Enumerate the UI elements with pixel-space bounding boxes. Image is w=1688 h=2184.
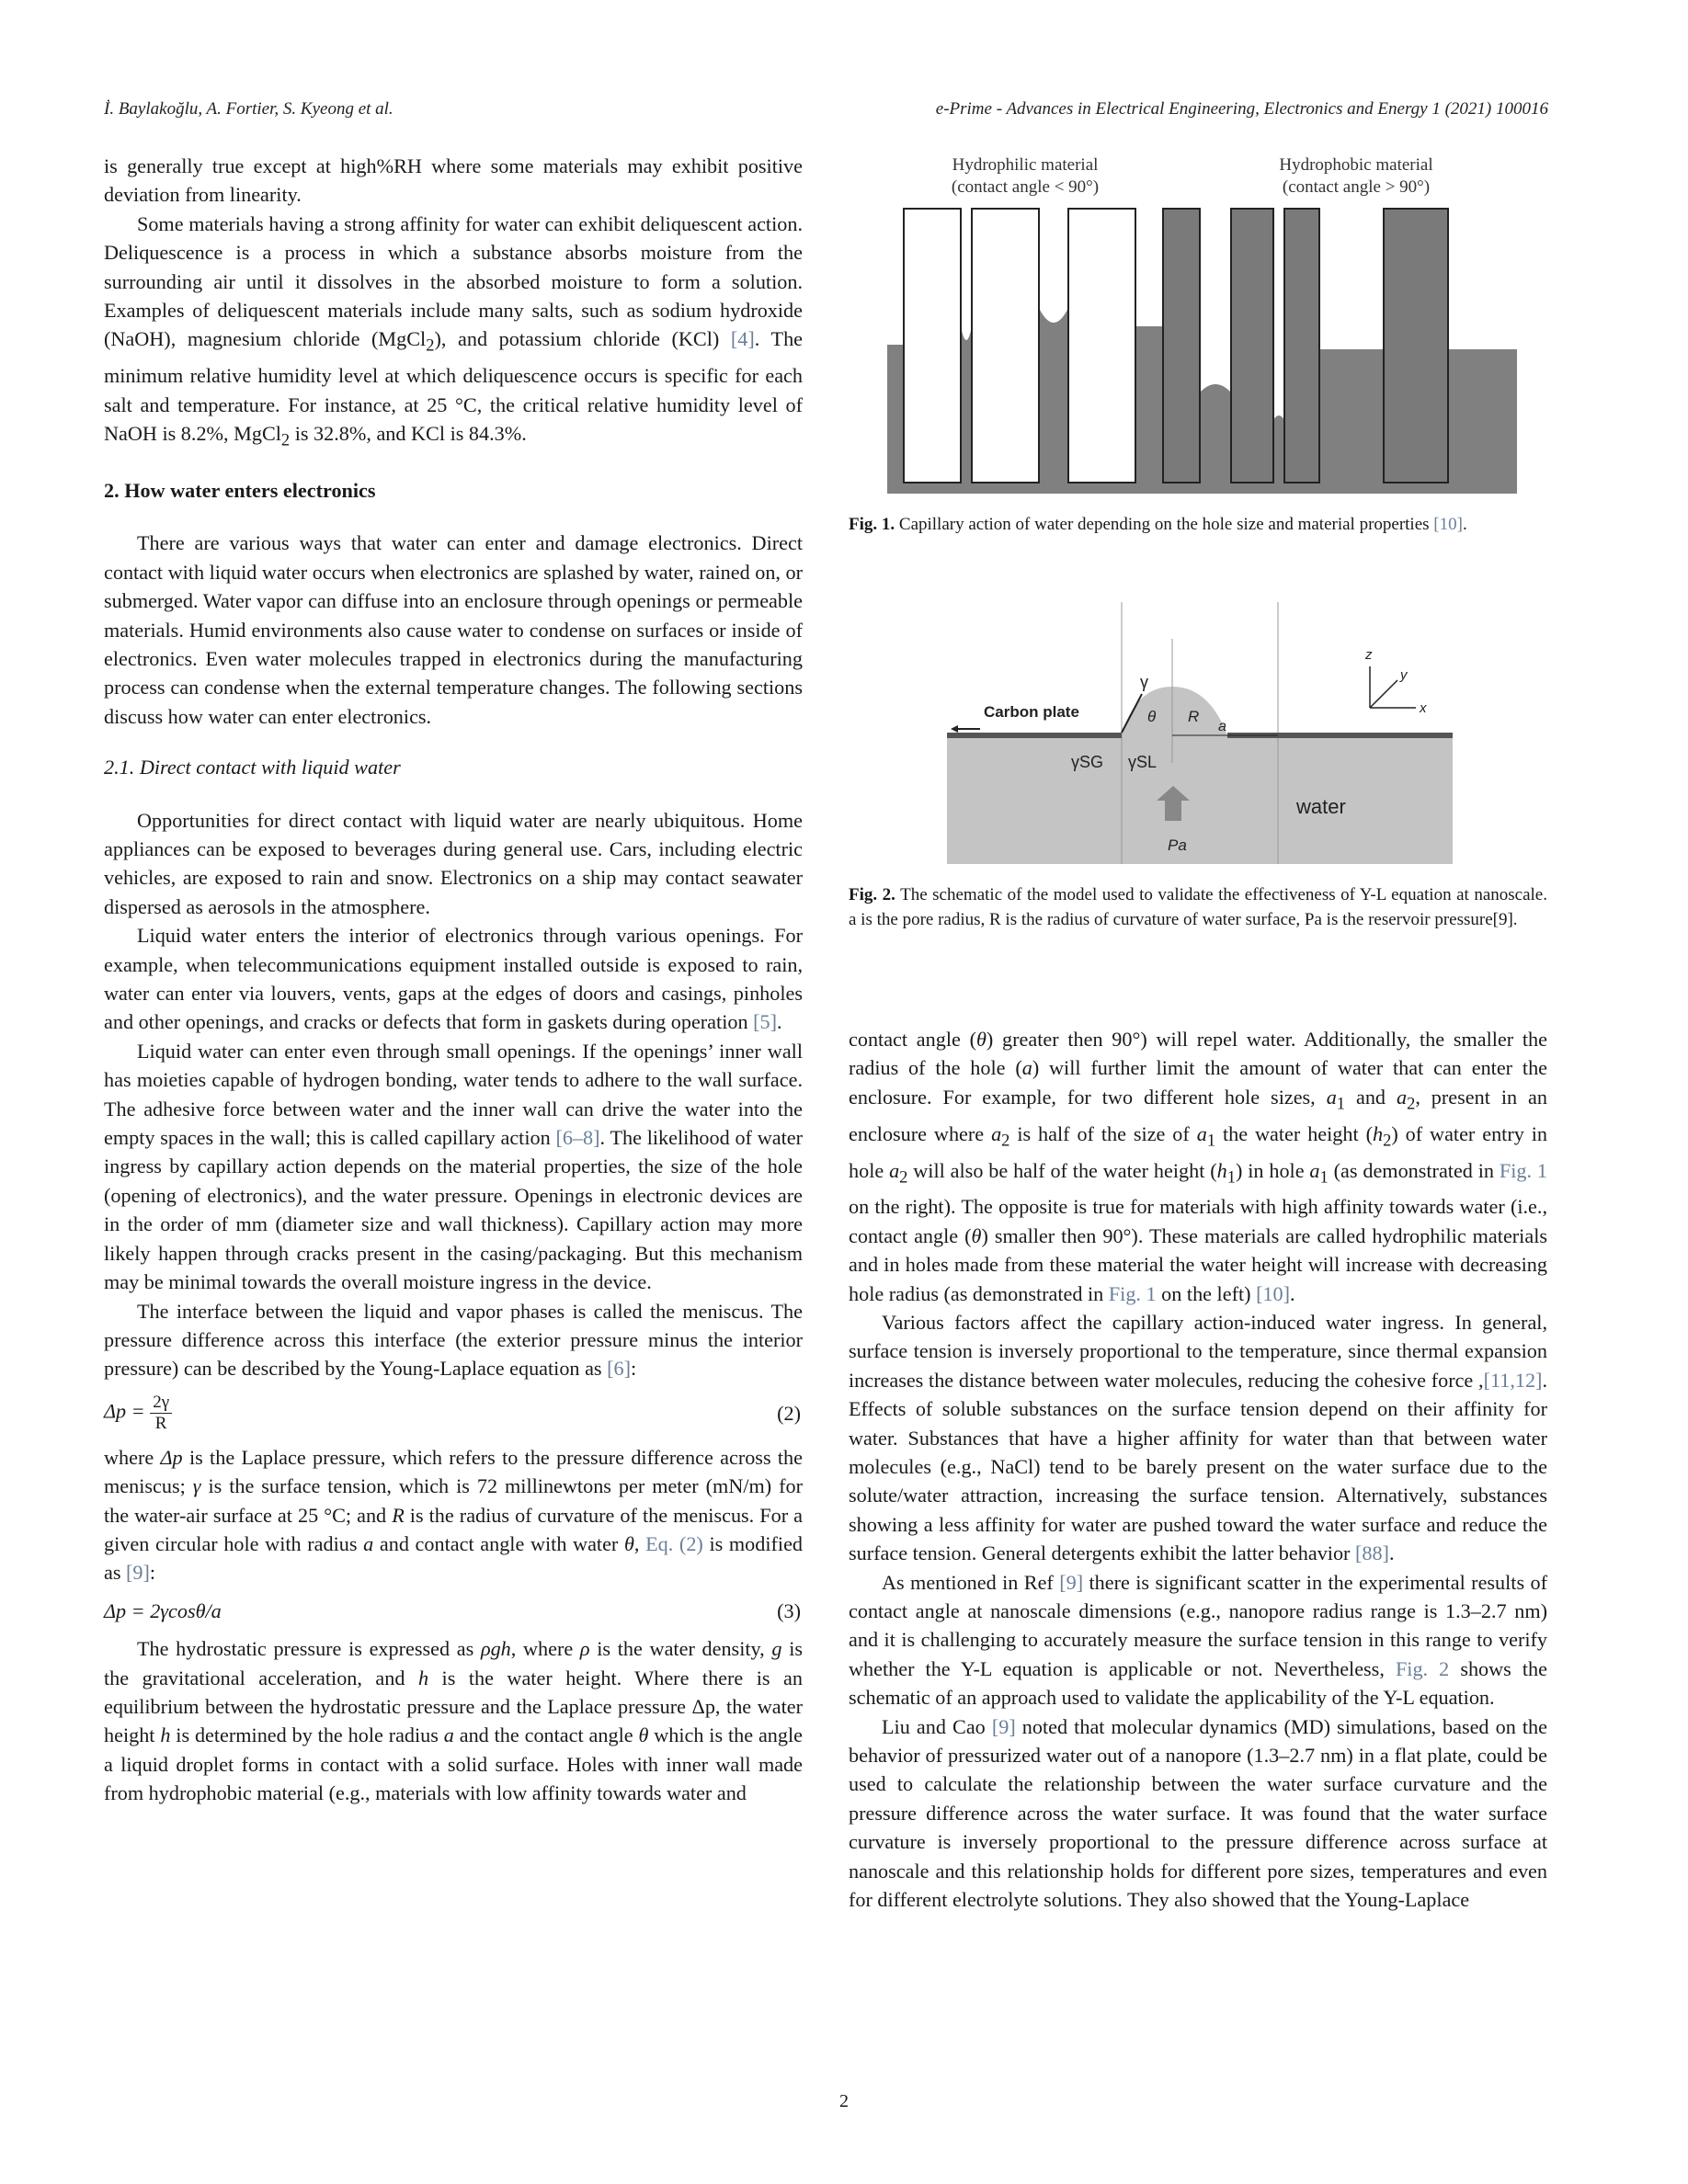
paragraph-factors: Various factors affect the capillary action-induced water ingress. In general, surface tension is inversely proportional to the temperature, since thermal expansion increases the distance between water molecules, reducing the cohesive force ,[11,12]. Effects of soluble substances on the surface tension depend on their affinity for water. Substances that have a higher affinity for water than that between water molecules (e.g., NaCl) tend to be barely present on the water surface due to the solute/water attraction, increasing the surface tension. Alternatively, substances showing a less affinity for water are pushed toward the water surface and reduce the surface tension. General detergents exhibit the latter behavior [88]. (849, 1310, 1547, 1565)
water-droplet (1122, 687, 1227, 735)
label-pa: Pa (1168, 836, 1187, 854)
citation-link[interactable]: [9] (991, 1714, 1016, 1738)
label-carbon-plate: Carbon plate (984, 703, 1079, 721)
paragraph-hydrostatic: The hydrostatic pressure is expressed as ρgh, where ρ is the water density, g is the gravitational acceleration, and h is the water height. Where there is an equilibrium between the hydrostatic pressure and the Laplace pressure Δp, the water height h is determined by the hole radius a and the contact angle θ which is the angle a liquid droplet forms in contact with a solid surface. Holes with inner wall made from hydrophobic material (e.g., materials with low affinity towards water and (104, 1637, 804, 1805)
right-column (849, 1025, 1547, 1915)
paragraph-water-entry: There are various ways that water can enter and damage electronics. Direct contact with liquid water occurs when electronics are splashed by water, rained on, or submerged. Water vapor can diffuse into an enclosure through openings or permeable materials. Humid environments also cause water to condense on surfaces or inside of electronics. Even water molecules trapped in electronics during the manufacturing process can condense when the external temperature changes. The following sections discuss how water can enter electronics. (104, 531, 803, 728)
label-hydrophilic: Hydrophilic material (952, 155, 1099, 175)
citation-link[interactable]: [11,12] (1483, 1368, 1543, 1392)
running-header-journal: e-Prime - Advances in Electrical Engineering, Electronics and Energy 1 (2021) 100016 (935, 99, 1548, 119)
paragraph-laplace: where Δp is the Laplace pressure, which refers to the pressure difference across the meniscus; γ is the surface tension, which is 72 millinewtons per meter (mN/m) for the water-air surface at 25 °C; and R is the radius of curvature of the meniscus. For a given circular hole with radius a and contact angle with water θ, Eq. (2) is modified as [9]: (104, 1445, 804, 1585)
hydrophilic-pillar (904, 209, 961, 483)
label-hydrophilic-angle: (contact angle < 90°) (951, 177, 1100, 197)
paragraph-openings: Liquid water enters the interior of electronics through various openings. For example, when telecommunications equipment installed outside is exposed to rain, water can enter via louvers, vents, gaps at the edges of doors and casings, pinholes and other openings, and cracks or defects that form in gaskets during operation [5]. (104, 924, 803, 1034)
citation-link[interactable]: [6] (607, 1357, 631, 1381)
citation-link[interactable]: [9] (126, 1561, 150, 1585)
citation-link[interactable]: [9] (1059, 1570, 1084, 1594)
label-a: a (1218, 719, 1226, 734)
citation-link[interactable]: [88] (1354, 1541, 1389, 1565)
figure-1-illustration (887, 152, 1517, 494)
left-column (104, 152, 803, 1808)
arrowhead-icon (951, 725, 958, 733)
label-gamma-sl: γSL (1128, 753, 1158, 771)
figure-link[interactable]: Fig. 1 (1108, 1281, 1157, 1305)
citation-link[interactable]: [6–8] (555, 1126, 600, 1150)
label-theta: θ (1147, 708, 1157, 725)
equation-number: (3) (777, 1598, 801, 1622)
water-base (887, 483, 1517, 494)
figure-link[interactable]: Fig. 1 (1499, 1158, 1547, 1182)
equation-3: Δp = 2γcosθ/a (3) (104, 1597, 803, 1625)
label-hydrophobic-angle: (contact angle > 90°) (1282, 177, 1431, 197)
citation-link[interactable]: [10] (1433, 515, 1463, 534)
label-water: water (1296, 795, 1346, 818)
page-number: 2 (839, 2091, 849, 2111)
equation-2: Δp = $\frac{2\gamma}{R}$ (2) (104, 1392, 801, 1433)
citation-link[interactable]: [4] (730, 327, 755, 351)
water-region (947, 735, 1453, 864)
paragraph-liu-cao: Liu and Cao [9] noted that molecular dynamics (MD) simulations, based on the behavior of pressurized water out of a nanopore (1.3–2.7 nm) in a flat plate, could be used to calculate the relationship between the water surface curvature and the pressure difference across the water surface. It was found that the water surface curvature is inversely proportional to the pressure difference across surface at nanoscale and this relationship holds for different pore sizes, temperatures and even for different electrolyte solutions. They also showed that the Young-Laplace (849, 1714, 1547, 1912)
figure-2 (947, 602, 1453, 864)
figure-1-caption: Fig. 1. Capillary action of water depending on the hole size and material properties [10]. (849, 515, 1467, 534)
equation-number: (2) (777, 1401, 801, 1425)
section-title: 2. How water enters electronics (104, 478, 376, 502)
label-axis-x: x (1420, 700, 1427, 716)
running-header-authors: İ. Baylakoğlu, A. Fortier, S. Kyeong et al. (104, 99, 393, 119)
hydrophilic-pillar (1068, 209, 1135, 483)
paragraph-deliquescence: Some materials having a strong affinity for water can exhibit deliquescent action. Deliquescence is a process in which a substance absorbs moisture from the surrounding air until it dissolves in the absorbed moisture to form a solution. Examples of deliquescent materials include many salts, such as sodium hydroxide (NaOH), magnesium chloride (MgCl$_2$), and potassium chloride (KCl) [4]. The minimum relative humidity level at which deliquescence occurs is specific for each salt and temperature. For instance, at 25 °C, the critical relative humidity level of NaOH is 8.2%, MgCl$_2$ is 32.8%, and KCl is 84.3%. (104, 211, 804, 450)
hydrophilic-pillar (972, 209, 1039, 483)
label-gamma-sg: γSG (1071, 753, 1104, 771)
label-R: R (1188, 708, 1200, 725)
paragraph-opportunities: Opportunities for direct contact with liquid water are nearly ubiquitous. Home appliances can be exposed to beverages during general use. Cars, including electric vehicles, are exposed to rain and snow. Electronics on a ship may contact seawater dispersed as aerosols in the atmosphere. (104, 808, 803, 918)
subsection-title: 2.1. Direct contact with liquid water (104, 756, 401, 779)
carbon-plate-left (947, 733, 1122, 738)
equation-link[interactable]: Eq. (2) (645, 1531, 703, 1555)
axis-y-line (1370, 680, 1397, 708)
label-gamma: γ (1140, 673, 1148, 691)
paragraph-contact-angle: contact angle (θ) greater then 90°) will repel water. Additionally, the smaller the radius of the hole (a) will further limit the amount of water that can enter the enclosure. For example, for two different hole sizes, $a_1$ and $a_2$, present in an enclosure where $a_2$ is half of the size of $a_1$ the water height $(h_2)$ of water entry in hole $a_2$ will also be half of the water height $(h_1)$ in hole $a_1$ (as demonstrated in Fig. 1 on the right). The opposite is true for materials with high affinity towards water (i.e., contact angle (θ) smaller then 90°). These materials are called hydrophilic materials and in holes made from these material the water height will increase with decreasing hole radius (as demonstrated in Fig. 1 on the left) [10]. (849, 1028, 1548, 1305)
citation-link[interactable]: [10] (1256, 1281, 1291, 1305)
hydrophobic-pillar (1284, 209, 1319, 483)
label-hydrophobic: Hydrophobic material (1279, 155, 1433, 175)
paragraph-capillary: Liquid water can enter even through small openings. If the openings’ inner wall has moieties capable of hydrogen bonding, water tends to adhere to the wall surface. The adhesive force between water and the inner wall can drive the water into the empty spaces in the wall; this is called capillary action [6–8]. The likelihood of water ingress by capillary action depends on the material properties, the size of the hole (opening of electronics), and the water pressure. Openings in electronic devices are in the order of mm (diameter size and wall thickness). Capillary action may more likely happen through cracks present in the casing/packaging. But this mechanism may be minimal towards the overall moisture ingress in the device. (104, 1039, 803, 1294)
figure-2-illustration (947, 602, 1453, 864)
paragraph-nanoscale: As mentioned in Ref [9] there is significant scatter in the experimental results of contact angle at nanoscale dimensions (e.g., nanopore radius range is 1.3–2.7 nm) and it is challenging to accurately measure the surface tension in this range to verify whether the Y-L equation is applicable or not. Nevertheless, Fig. 2 shows the schematic of an approach used to validate the applicability of the Y-L equation. (849, 1570, 1547, 1710)
label-axis-z: z (1365, 647, 1373, 663)
figure-link[interactable]: Fig. 2 (1395, 1656, 1450, 1680)
paragraph-1: is generally true except at high%RH where some materials may exhibit positive deviation from linearity. (104, 154, 803, 207)
label-axis-y: y (1400, 667, 1408, 683)
figure-2-caption: Fig. 2. The schematic of the model used to validate the effectiveness of Y-L equation at nanoscale. a is the pore radius, R is the radius of curvature of water surface, Pa is the reservoir pressure[9]. (849, 885, 1547, 929)
figure-1 (887, 152, 1517, 494)
citation-link[interactable]: [5] (753, 1010, 777, 1034)
paragraph-meniscus: The interface between the liquid and vapor phases is called the meniscus. The pressure difference across this interface (the exterior pressure minus the interior pressure) can be described by the Young-Laplace equation as [6]: (104, 1299, 803, 1381)
hydrophobic-pillar (1231, 209, 1273, 483)
hydrophobic-pillar (1163, 209, 1200, 483)
hydrophobic-pillar (1384, 209, 1448, 483)
